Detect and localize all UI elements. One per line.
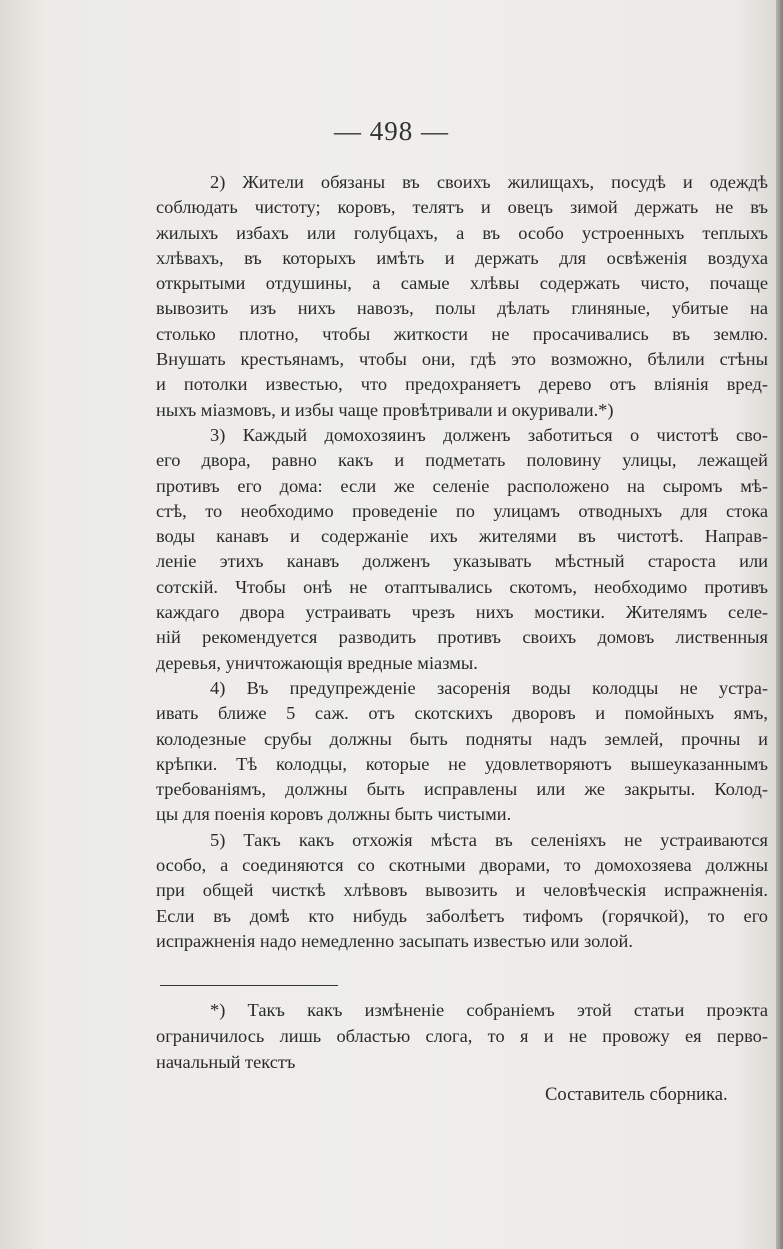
text-line: жилыхъ избахъ или голубцахъ, а въ особо устроенныхъ теплыхъ [156,222,768,243]
text-line: деревья, уничтожающія вредные міазмы. [156,652,478,673]
footnote-line: *) Такъ какъ измѣненіе собраніемъ этой статьи проэкта [210,1000,768,1020]
text-line: противъ его дома: если же селеніе расположено на сыромъ мѣ- [156,475,768,496]
text-line: сотскій. Чтобы онѣ не отаптывались скотомъ, необходимо противъ [156,576,768,597]
text-line: и потолки известью, что предохраняетъ дерево отъ вліянія вред- [156,374,768,395]
page-number: — 498 — [334,116,449,146]
text-line: открытыми отдушины, а самые хлѣвы содержать чисто, почаще [156,273,768,294]
footnote-line: начальный текстъ [156,1052,296,1072]
text-line: цы для поенія коровъ должны быть чистыми. [156,804,512,825]
text-line: 4) Въ предупрежденіе засоренія воды колодцы не устра- [210,677,768,698]
body-text [156,170,768,954]
text-line: Внушать крестьянамъ, чтобы они, гдѣ это возможно, бѣлили стѣны [156,349,768,370]
text-line: стѣ, то необходимо проведеніе по улицамъ отводныхъ для стока [156,500,768,521]
footnote [156,997,768,1075]
text-line: соблюдать чистоту; коровъ, телятъ и овецъ зимой держать не въ [156,197,768,218]
text-line: каждаго двора устраивать чрезъ нихъ мостики. Жителямъ селе- [156,602,768,623]
text-line: 3) Каждый домохозяинъ долженъ заботиться о чистотѣ сво- [210,424,768,445]
footnote-line: ограничилось лишь областью слога, то я и не провожу ея перво- [156,1026,768,1046]
text-line: Если въ домѣ кто нибудь заболѣетъ тифомъ (горячкой), то его [156,905,768,926]
text-line: 2) Жители обязаны въ своихъ жилищахъ, посудѣ и одеждѣ [210,172,768,192]
text-line: ній рекомендуется разводить противъ своихъ домовъ лиственныя [156,627,768,648]
text-line: требованіямъ, должны быть исправлены или же закрыты. Колод- [156,779,768,800]
text-line: особо, а соединяются со скотными дворами, то домохозяева должны [156,855,768,876]
text-line: испражненія надо немедленно засыпать известью или золой. [156,930,633,951]
text-line: хлѣвахъ, въ которыхъ имѣть и держать для освѣженія воздуха [156,247,768,268]
signature: Составитель сборника. [545,1084,728,1105]
text-line: его двора, равно какъ и подметать половину улицы, лежащей [156,450,768,471]
footnote-rule [160,985,338,986]
text-line: при общей чисткѣ хлѣвовъ вывозить и человѣческія испражненія. [156,880,768,901]
text-line: ивать ближе 5 саж. отъ скотскихъ дворовъ и помойныхъ ямъ, [156,703,768,724]
text-line: леніе этихъ канавъ долженъ указывать мѣстный староста или [156,551,768,572]
text-line: ныхъ міазмовъ, и избы чаще провѣтривали и окуривали.*) [156,399,614,420]
text-line: крѣпки. Тѣ колодцы, которые не удовлетворяютъ вышеуказаннымъ [156,753,768,774]
text-line: вывозить изъ нихъ навозъ, полы дѣлать глиняные, убитые на [156,298,768,319]
text-line: колодезные срубы должны быть подняты надъ землей, прочны и [156,728,768,749]
text-line: 5) Такъ какъ отхожія мѣста въ селеніяхъ не устраиваются [210,829,768,850]
text-line: столько плотно, чтобы житкости не просачивались въ землю. [156,323,768,344]
page-edge-shadow [776,0,783,1249]
text-line: воды канавъ и содержаніе ихъ жителями въ чистотѣ. Направ- [156,526,768,547]
